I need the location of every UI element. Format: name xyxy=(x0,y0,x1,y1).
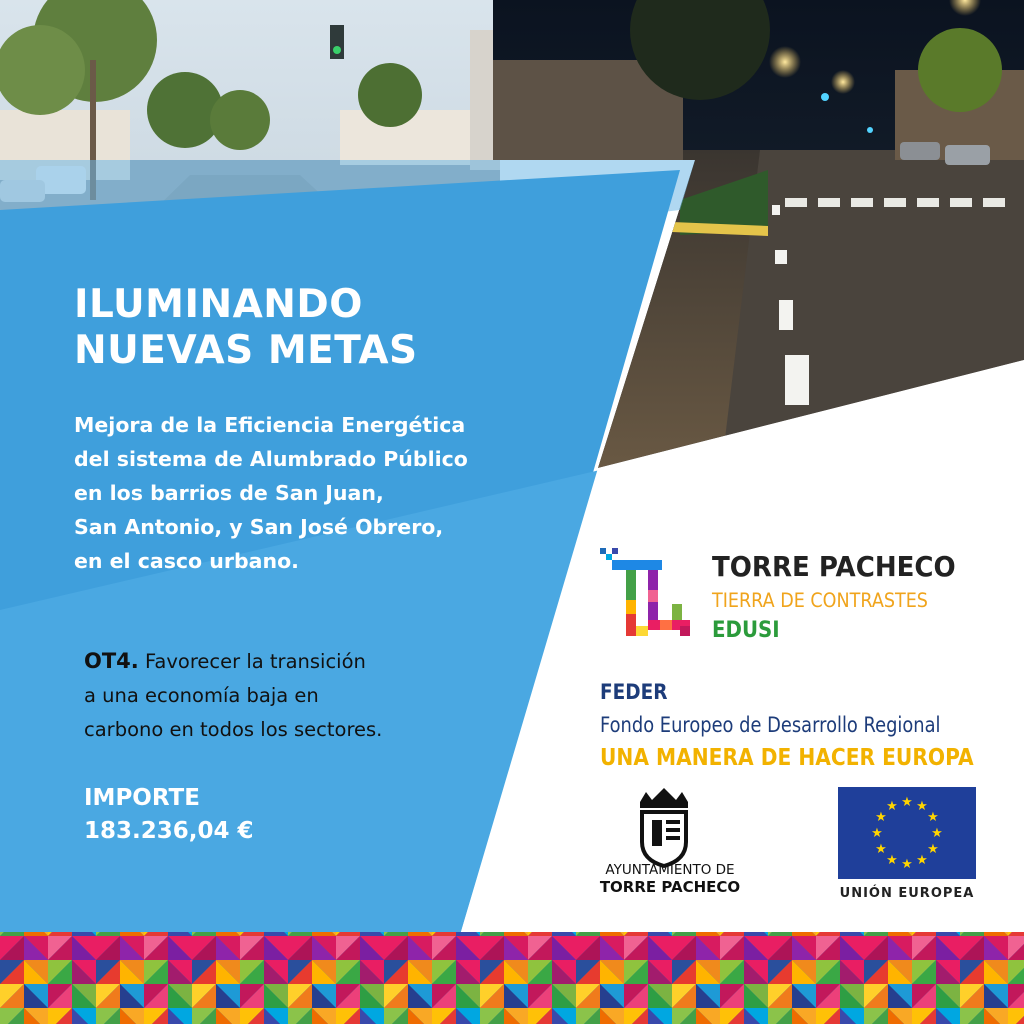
svg-text:★: ★ xyxy=(886,853,898,868)
eu-flag-icon xyxy=(838,787,976,879)
svg-text:★: ★ xyxy=(927,842,939,857)
objective-text xyxy=(84,644,484,747)
objective-code: OT4. xyxy=(84,649,139,673)
objective-line: Favorecer la transición xyxy=(144,650,366,673)
svg-text:★: ★ xyxy=(886,799,898,814)
svg-text:★: ★ xyxy=(875,810,887,825)
svg-text:★: ★ xyxy=(931,826,943,841)
brand-name: TORRE PACHECO xyxy=(712,550,956,583)
description-line: en los barrios de San Juan, xyxy=(74,481,384,505)
color-mosaic-strip xyxy=(0,932,1024,1024)
svg-text:★: ★ xyxy=(916,853,928,868)
eu-label: UNIÓN EUROPEA xyxy=(839,886,975,901)
project-description xyxy=(74,408,554,578)
svg-text:★: ★ xyxy=(916,799,928,814)
description-line: Mejora de la Eficiencia Energética xyxy=(74,413,466,437)
feder-fullname: Fondo Europeo de Desarrollo Regional xyxy=(600,713,941,737)
objective-line: a una economía baja en xyxy=(84,684,319,707)
brand-program: EDUSI xyxy=(712,618,780,643)
svg-text:★: ★ xyxy=(901,795,913,810)
svg-text:★: ★ xyxy=(871,826,883,841)
ayuntamiento-label xyxy=(585,862,755,896)
svg-text:★: ★ xyxy=(875,842,887,857)
svg-text:★: ★ xyxy=(927,810,939,825)
ayuntamiento-line-2: TORRE PACHECO xyxy=(599,878,741,896)
feder-slogan: UNA MANERA DE HACER EUROPA xyxy=(600,743,974,771)
importe-block xyxy=(84,782,254,848)
svg-text:★: ★ xyxy=(901,857,913,872)
description-line: en el casco urbano. xyxy=(74,549,299,573)
ayuntamiento-line-1: AYUNTAMIENTO DE xyxy=(605,862,735,878)
description-line: del sistema de Alumbrado Público xyxy=(74,447,468,471)
importe-label: IMPORTE xyxy=(84,785,200,811)
brand-tagline: TIERRA DE CONTRASTES xyxy=(712,589,928,612)
headline xyxy=(74,282,418,374)
headline-line-2: NUEVAS METAS xyxy=(74,328,418,373)
importe-amount: 183.236,04 € xyxy=(84,818,254,844)
description-line: San Antonio, y San José Obrero, xyxy=(74,515,444,539)
objective-line: carbono en todos los sectores. xyxy=(84,718,383,741)
feder-acronym: FEDER xyxy=(600,680,668,704)
headline-line-1: ILUMINANDO xyxy=(74,282,363,327)
